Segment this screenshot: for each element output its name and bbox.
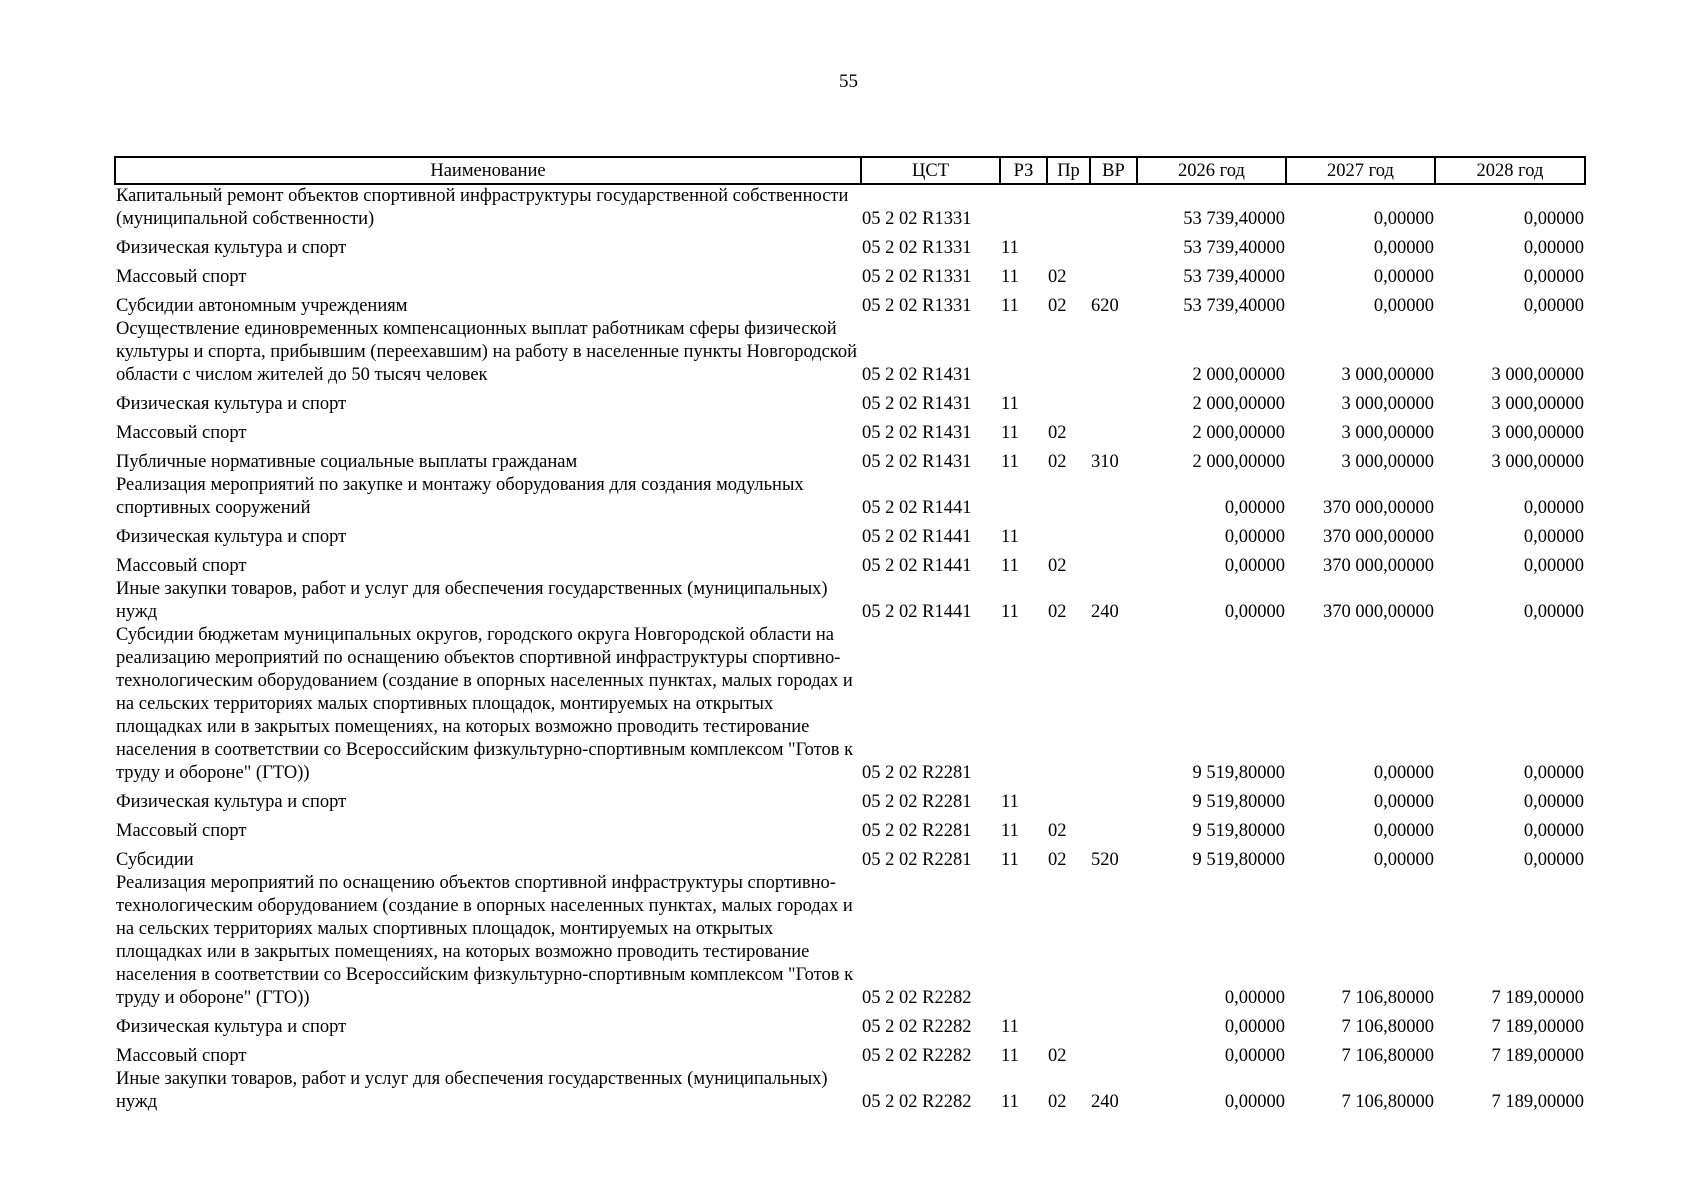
row-2028: 3 000,00000	[1491, 423, 1584, 443]
row-vr	[1090, 474, 1137, 520]
row-2028: 7 189,00000	[1491, 1092, 1584, 1112]
header-cst: ЦСТ	[861, 157, 1000, 184]
row-vr	[1090, 387, 1137, 416]
row-name: Массовый спорт	[116, 267, 247, 287]
row-2027: 370 000,00000	[1323, 527, 1434, 547]
row-2028: 0,00000	[1523, 602, 1584, 622]
row-pr	[1047, 387, 1090, 416]
row-name: Массовый спорт	[116, 1046, 247, 1066]
row-2026: 2 000,00000	[1192, 365, 1285, 385]
table-row	[115, 785, 1585, 814]
row-vr	[1090, 520, 1137, 549]
row-rz: 11	[1001, 527, 1019, 547]
row-name: Капитальный ремонт объектов спортивной инфраструктуры государственной собственности (муниципальной собственности)	[116, 186, 849, 229]
row-2028: 0,00000	[1523, 527, 1584, 547]
row-cst: 05 2 02 R2282	[862, 988, 972, 1008]
row-2027: 370 000,00000	[1323, 602, 1434, 622]
row-vr	[1090, 1010, 1137, 1039]
row-2026: 2 000,00000	[1192, 452, 1285, 472]
row-2026: 53 739,40000	[1183, 238, 1285, 258]
row-rz: 11	[1001, 792, 1019, 812]
table-row	[115, 387, 1585, 416]
row-2027: 0,00000	[1373, 821, 1434, 841]
row-pr	[1047, 872, 1090, 1010]
row-rz	[1000, 872, 1047, 1010]
row-2028: 3 000,00000	[1491, 365, 1584, 385]
row-cst: 05 2 02 R2281	[862, 821, 972, 841]
row-cst: 05 2 02 R2281	[862, 850, 972, 870]
row-rz	[1000, 624, 1047, 785]
row-2028: 0,00000	[1523, 556, 1584, 576]
row-vr: 620	[1091, 296, 1119, 316]
row-2026: 9 519,80000	[1192, 792, 1285, 812]
row-name: Физическая культура и спорт	[116, 1017, 347, 1037]
row-pr: 02	[1048, 821, 1067, 841]
row-2026: 0,00000	[1224, 1017, 1285, 1037]
row-2028: 0,00000	[1523, 296, 1584, 316]
row-name: Реализация мероприятий по оснащению объектов спортивной инфраструктуры спортивно-технологическим оборудованием (создание в опорных населенных пунктах, малых городах и на сельских территориях малых спортивных площадок, монтируемых на открытых площадках или в закрытых помещениях, на которых возможно проводить тестирование населения в соответствии со Всероссийским физкультурно-спортивным комплексом "Готов к труду и обороне" (ГТО))	[116, 873, 854, 1008]
row-2027: 3 000,00000	[1341, 423, 1434, 443]
row-name: Публичные нормативные социальные выплаты гражданам	[116, 452, 578, 472]
row-2028: 0,00000	[1523, 792, 1584, 812]
row-2026: 0,00000	[1224, 527, 1285, 547]
table-row	[115, 843, 1585, 872]
row-pr: 02	[1048, 1092, 1067, 1112]
row-rz: 11	[1001, 1046, 1019, 1066]
row-cst: 05 2 02 R1331	[862, 296, 972, 316]
row-2027: 0,00000	[1373, 238, 1434, 258]
row-pr	[1047, 318, 1090, 387]
row-rz: 11	[1001, 1017, 1019, 1037]
row-pr	[1047, 520, 1090, 549]
row-cst: 05 2 02 R1431	[862, 394, 972, 414]
row-2028: 0,00000	[1523, 763, 1584, 783]
row-cst: 05 2 02 R1331	[862, 209, 972, 229]
row-vr: 520	[1091, 850, 1119, 870]
row-name: Физическая культура и спорт	[116, 792, 347, 812]
row-2027: 3 000,00000	[1341, 452, 1434, 472]
row-pr	[1047, 1010, 1090, 1039]
row-cst: 05 2 02 R1331	[862, 238, 972, 258]
table-row	[115, 1010, 1585, 1039]
table-row	[115, 184, 1585, 231]
row-name: Массовый спорт	[116, 556, 247, 576]
row-cst: 05 2 02 R1431	[862, 365, 972, 385]
table-row	[115, 445, 1585, 474]
row-2026: 53 739,40000	[1183, 267, 1285, 287]
row-cst: 05 2 02 R1441	[862, 602, 972, 622]
row-pr: 02	[1048, 1046, 1067, 1066]
row-vr: 240	[1091, 1092, 1119, 1112]
row-2027: 0,00000	[1373, 209, 1434, 229]
row-rz: 11	[1001, 394, 1019, 414]
row-cst: 05 2 02 R2282	[862, 1017, 972, 1037]
table-row	[115, 1068, 1585, 1114]
row-name: Субсидии автономным учреждениям	[116, 296, 408, 316]
table-row	[115, 318, 1585, 387]
row-2027: 0,00000	[1373, 763, 1434, 783]
row-rz	[1000, 184, 1047, 231]
row-name: Физическая культура и спорт	[116, 394, 347, 414]
row-vr	[1090, 872, 1137, 1010]
row-2028: 0,00000	[1523, 238, 1584, 258]
table-row	[115, 416, 1585, 445]
row-pr	[1047, 184, 1090, 231]
row-pr: 02	[1048, 602, 1067, 622]
budget-table	[114, 156, 1586, 1114]
row-rz: 11	[1001, 602, 1019, 622]
row-vr	[1090, 624, 1137, 785]
row-2027: 0,00000	[1373, 296, 1434, 316]
row-name: Осуществление единовременных компенсационных выплат работникам сферы физической культуры и спорта, прибывшим (переехавшим) на работу в населенные пункты Новгородской области с числом жителей до 50 тысяч человек	[116, 319, 857, 385]
row-2026: 0,00000	[1224, 498, 1285, 518]
row-2026: 0,00000	[1224, 1092, 1285, 1112]
row-cst: 05 2 02 R2282	[862, 1046, 972, 1066]
row-name: Субсидии бюджетам муниципальных округов, городского округа Новгородской области на реализацию мероприятий по оснащению объектов спортивной инфраструктуры спортивно-технологическим оборудованием (создание в опорных населенных пунктах, малых городах и на сельских территориях малых спортивных площадок, монтируемых на открытых площадках или в закрытых помещениях, на которых возможно проводить тестирование населения в соответствии со Всероссийским физкультурно-спортивным комплексом "Готов к труду и обороне" (ГТО))	[116, 625, 854, 783]
row-2028: 0,00000	[1523, 209, 1584, 229]
row-name: Иные закупки товаров, работ и услуг для обеспечения государственных (муниципальных) нужд	[116, 579, 828, 622]
row-2028: 0,00000	[1523, 821, 1584, 841]
row-2027: 7 106,80000	[1341, 1046, 1434, 1066]
header-vr: ВР	[1090, 157, 1137, 184]
row-rz	[1000, 474, 1047, 520]
row-2026: 9 519,80000	[1192, 850, 1285, 870]
row-2026: 53 739,40000	[1183, 296, 1285, 316]
table-row	[115, 814, 1585, 843]
row-rz: 11	[1001, 267, 1019, 287]
row-vr	[1090, 184, 1137, 231]
row-name: Массовый спорт	[116, 821, 247, 841]
row-cst: 05 2 02 R2281	[862, 763, 972, 783]
row-name: Реализация мероприятий по закупке и монтажу оборудования для создания модульных спортивных сооружений	[116, 475, 804, 518]
row-name: Массовый спорт	[116, 423, 247, 443]
header-2028: 2028 год	[1435, 157, 1585, 184]
row-2026: 0,00000	[1224, 988, 1285, 1008]
table-row	[115, 520, 1585, 549]
row-2028: 7 189,00000	[1491, 1046, 1584, 1066]
row-vr	[1090, 1039, 1137, 1068]
row-2027: 370 000,00000	[1323, 498, 1434, 518]
row-2027: 7 106,80000	[1341, 988, 1434, 1008]
row-2027: 370 000,00000	[1323, 556, 1434, 576]
header-name: Наименование	[115, 157, 861, 184]
row-pr: 02	[1048, 296, 1067, 316]
row-2026: 2 000,00000	[1192, 394, 1285, 414]
page-number: 55	[839, 71, 858, 92]
row-2028: 0,00000	[1523, 850, 1584, 870]
row-cst: 05 2 02 R1331	[862, 267, 972, 287]
row-rz: 11	[1001, 452, 1019, 472]
row-2026: 2 000,00000	[1192, 423, 1285, 443]
row-vr: 310	[1091, 452, 1119, 472]
row-2026: 53 739,40000	[1183, 209, 1285, 229]
header-rz: РЗ	[1000, 157, 1047, 184]
row-cst: 05 2 02 R1431	[862, 452, 972, 472]
row-vr	[1090, 318, 1137, 387]
row-2026: 9 519,80000	[1192, 821, 1285, 841]
table-row	[115, 578, 1585, 624]
table-row	[115, 231, 1585, 260]
row-2026: 0,00000	[1224, 602, 1285, 622]
row-2027: 3 000,00000	[1341, 365, 1434, 385]
row-cst: 05 2 02 R2281	[862, 792, 972, 812]
table-row	[115, 289, 1585, 318]
row-pr: 02	[1048, 850, 1067, 870]
table-row	[115, 872, 1585, 1010]
row-cst: 05 2 02 R1431	[862, 423, 972, 443]
row-rz	[1000, 318, 1047, 387]
row-cst: 05 2 02 R2282	[862, 1092, 972, 1112]
row-2027: 3 000,00000	[1341, 394, 1434, 414]
row-rz: 11	[1001, 850, 1019, 870]
header-pr: Пр	[1047, 157, 1090, 184]
row-pr: 02	[1048, 423, 1067, 443]
row-pr: 02	[1048, 267, 1067, 287]
table-row	[115, 1039, 1585, 1068]
row-name: Физическая культура и спорт	[116, 527, 347, 547]
header-2027: 2027 год	[1286, 157, 1435, 184]
row-2028: 3 000,00000	[1491, 394, 1584, 414]
table-row	[115, 260, 1585, 289]
row-rz: 11	[1001, 1092, 1019, 1112]
table-row	[115, 474, 1585, 520]
row-vr	[1090, 260, 1137, 289]
row-pr	[1047, 624, 1090, 785]
row-vr	[1090, 231, 1137, 260]
row-name: Физическая культура и спорт	[116, 238, 347, 258]
row-name: Субсидии	[116, 850, 194, 870]
row-2028: 3 000,00000	[1491, 452, 1584, 472]
row-2028: 7 189,00000	[1491, 1017, 1584, 1037]
table-header-row	[115, 157, 1585, 184]
row-rz: 11	[1001, 556, 1019, 576]
row-pr	[1047, 474, 1090, 520]
row-vr	[1090, 814, 1137, 843]
row-pr	[1047, 231, 1090, 260]
row-pr: 02	[1048, 556, 1067, 576]
row-2028: 7 189,00000	[1491, 988, 1584, 1008]
row-2027: 0,00000	[1373, 850, 1434, 870]
row-2026: 0,00000	[1224, 556, 1285, 576]
table-row	[115, 624, 1585, 785]
row-pr	[1047, 785, 1090, 814]
row-2027: 7 106,80000	[1341, 1092, 1434, 1112]
row-2027: 7 106,80000	[1341, 1017, 1434, 1037]
row-2027: 0,00000	[1373, 267, 1434, 287]
row-cst: 05 2 02 R1441	[862, 556, 972, 576]
row-cst: 05 2 02 R1441	[862, 527, 972, 547]
row-vr	[1090, 549, 1137, 578]
row-2028: 0,00000	[1523, 267, 1584, 287]
row-pr: 02	[1048, 452, 1067, 472]
row-rz: 11	[1001, 423, 1019, 443]
table-row	[115, 549, 1585, 578]
row-2026: 9 519,80000	[1192, 763, 1285, 783]
row-2028: 0,00000	[1523, 498, 1584, 518]
row-vr	[1090, 416, 1137, 445]
row-vr	[1090, 785, 1137, 814]
row-vr: 240	[1091, 602, 1119, 622]
row-rz: 11	[1001, 296, 1019, 316]
row-rz: 11	[1001, 821, 1019, 841]
header-2026: 2026 год	[1137, 157, 1286, 184]
row-rz: 11	[1001, 238, 1019, 258]
row-name: Иные закупки товаров, работ и услуг для обеспечения государственных (муниципальных) нужд	[116, 1069, 828, 1112]
row-2026: 0,00000	[1224, 1046, 1285, 1066]
table-body	[115, 184, 1585, 1114]
row-2027: 0,00000	[1373, 792, 1434, 812]
row-cst: 05 2 02 R1441	[862, 498, 972, 518]
